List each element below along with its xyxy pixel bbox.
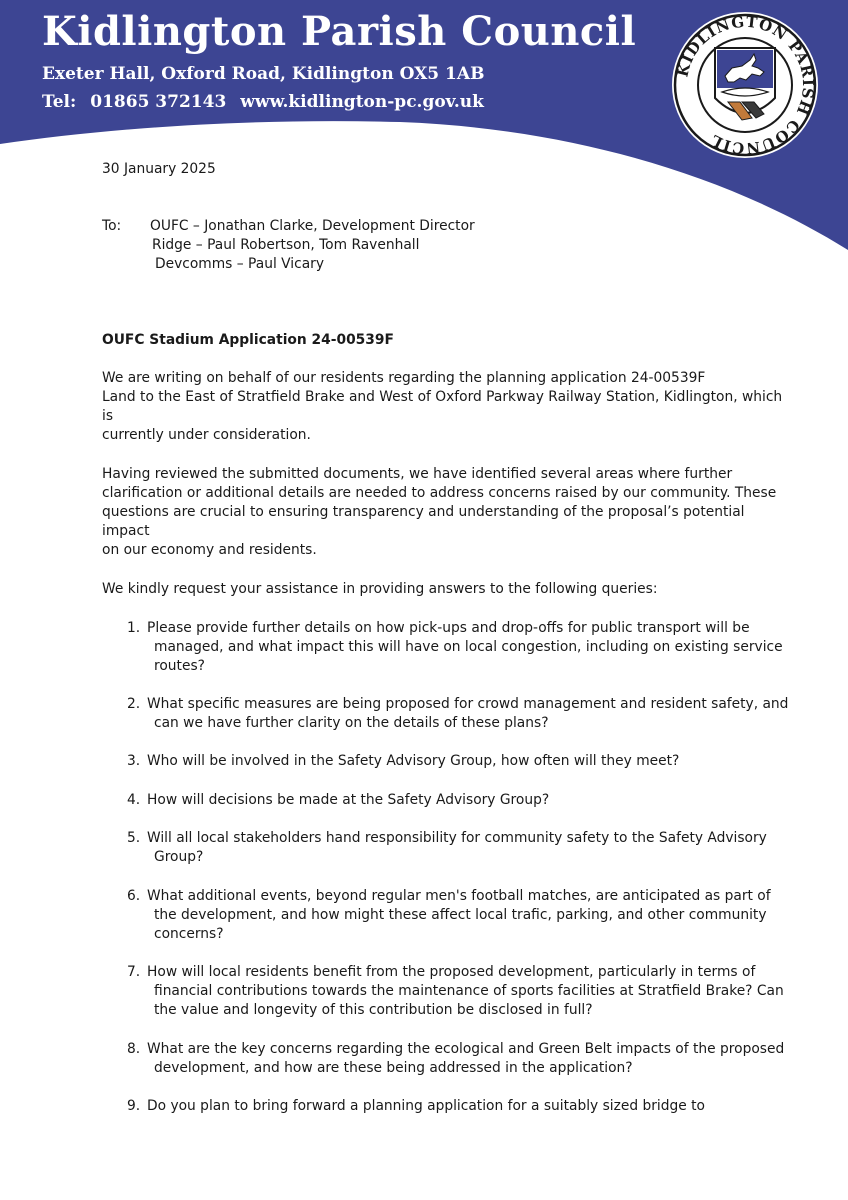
council-address: Exeter Hall, Oxford Road, Kidlington OX5 1AB [42,64,485,84]
list-item-line: How will decisions be made at the Safety Advisory Group? [147,792,550,808]
list-item [127,829,767,867]
recipient-line: OUFC – Jonathan Clarke, Development Director [150,218,475,234]
list-item [127,963,784,1020]
paragraph-line: We are writing on behalf of our residents regarding the planning application 24-00539F [102,370,706,386]
list-item-line: financial contributions towards the maintenance of sports facilities at Stratfield Brake? Can [154,983,784,999]
list-item [127,887,771,944]
list-item-line: Please provide further details on how pick-ups and drop-offs for public transport will be [147,620,750,636]
list-item [127,1040,784,1078]
list-item [127,752,679,771]
list-item-line: What are the key concerns regarding the ecological and Green Belt impacts of the proposed [147,1041,785,1057]
paragraph-line: on our economy and residents. [102,542,317,558]
list-item-line: routes? [154,658,205,674]
recipient-line: Ridge – Paul Robertson, Tom Ravenhall [152,237,420,253]
list-item [127,619,783,676]
website-link[interactable]: www.kidlington-pc.gov.uk [240,92,484,112]
list-item-line: managed, and what impact this will have on local congestion, including on existing service [154,639,783,655]
list-item-line: Do you plan to bring forward a planning application for a suitably sized bridge to [147,1098,705,1114]
list-item-line: development, and how are these being addressed in the application? [154,1060,633,1076]
list-item [127,1097,705,1116]
list-item-line: the value and longevity of this contribution be disclosed in full? [154,1002,593,1018]
tel-label: Tel: [42,92,77,112]
list-number: 3. [127,753,141,769]
list-item-line: Who will be involved in the Safety Advisory Group, how often will they meet? [147,753,680,769]
list-number: 5. [127,830,141,846]
list-item-line: What specific measures are being proposed for crowd management and resident safety, and [147,696,789,712]
list-number: 9. [127,1098,141,1114]
letter-date: 30 January 2025 [102,161,216,177]
paragraph-line: impact [102,523,150,539]
list-item-line: How will local residents benefit from the proposed development, particularly in terms of [147,964,756,980]
request-paragraph [102,580,752,599]
paragraph-line: Having reviewed the submitted documents, we have identified several areas where further [102,466,733,482]
list-number: 1. [127,620,141,636]
list-number: 8. [127,1041,141,1057]
paragraph-line: We kindly request your assistance in providing answers to the following queries: [102,581,658,597]
list-item-line: can we have further clarity on the details of these plans? [154,715,549,731]
paragraph-line: clarification or additional details are needed to address concerns raised by our community. These [102,485,777,501]
svg-text:KIDLINGTON PARISH COUNCIL: KIDLINGTON PARISH COUNCIL [673,12,818,158]
intro-paragraph [102,369,783,445]
council-contact [42,92,498,112]
list-item [127,695,788,733]
paragraph-line: currently under consideration. [102,427,311,443]
council-seal-logo [670,10,820,160]
paragraph-line: questions are crucial to ensuring transparency and understanding of the proposal’s potential [102,504,745,520]
list-number: 7. [127,964,141,980]
list-item-line: Will all local stakeholders hand responsibility for community safety to the Safety Advisory [147,830,767,846]
list-number: 4. [127,792,141,808]
list-item-line: concerns? [154,926,224,942]
list-item-line: Group? [154,849,204,865]
recipient-line: Devcomms – Paul Vicary [155,256,325,272]
council-name: Kidlington Parish Council [42,8,637,55]
list-number: 2. [127,696,141,712]
paragraph-line: is [102,408,114,424]
to-label: To: [102,218,122,234]
letter-subject: OUFC Stadium Application 24-00539F [102,332,394,348]
tel-number: 01865 372143 [90,92,227,112]
review-paragraph [102,465,777,560]
list-item-line: What additional events, beyond regular men's football matches, are anticipated as part of [147,888,771,904]
list-item [127,791,549,810]
list-number: 6. [127,888,141,904]
list-item-line: the development, and how might these affect local trafic, parking, and other community [154,907,767,923]
paragraph-line: Land to the East of Stratfield Brake and West of Oxford Parkway Railway Station, Kidlington, which [102,389,783,405]
